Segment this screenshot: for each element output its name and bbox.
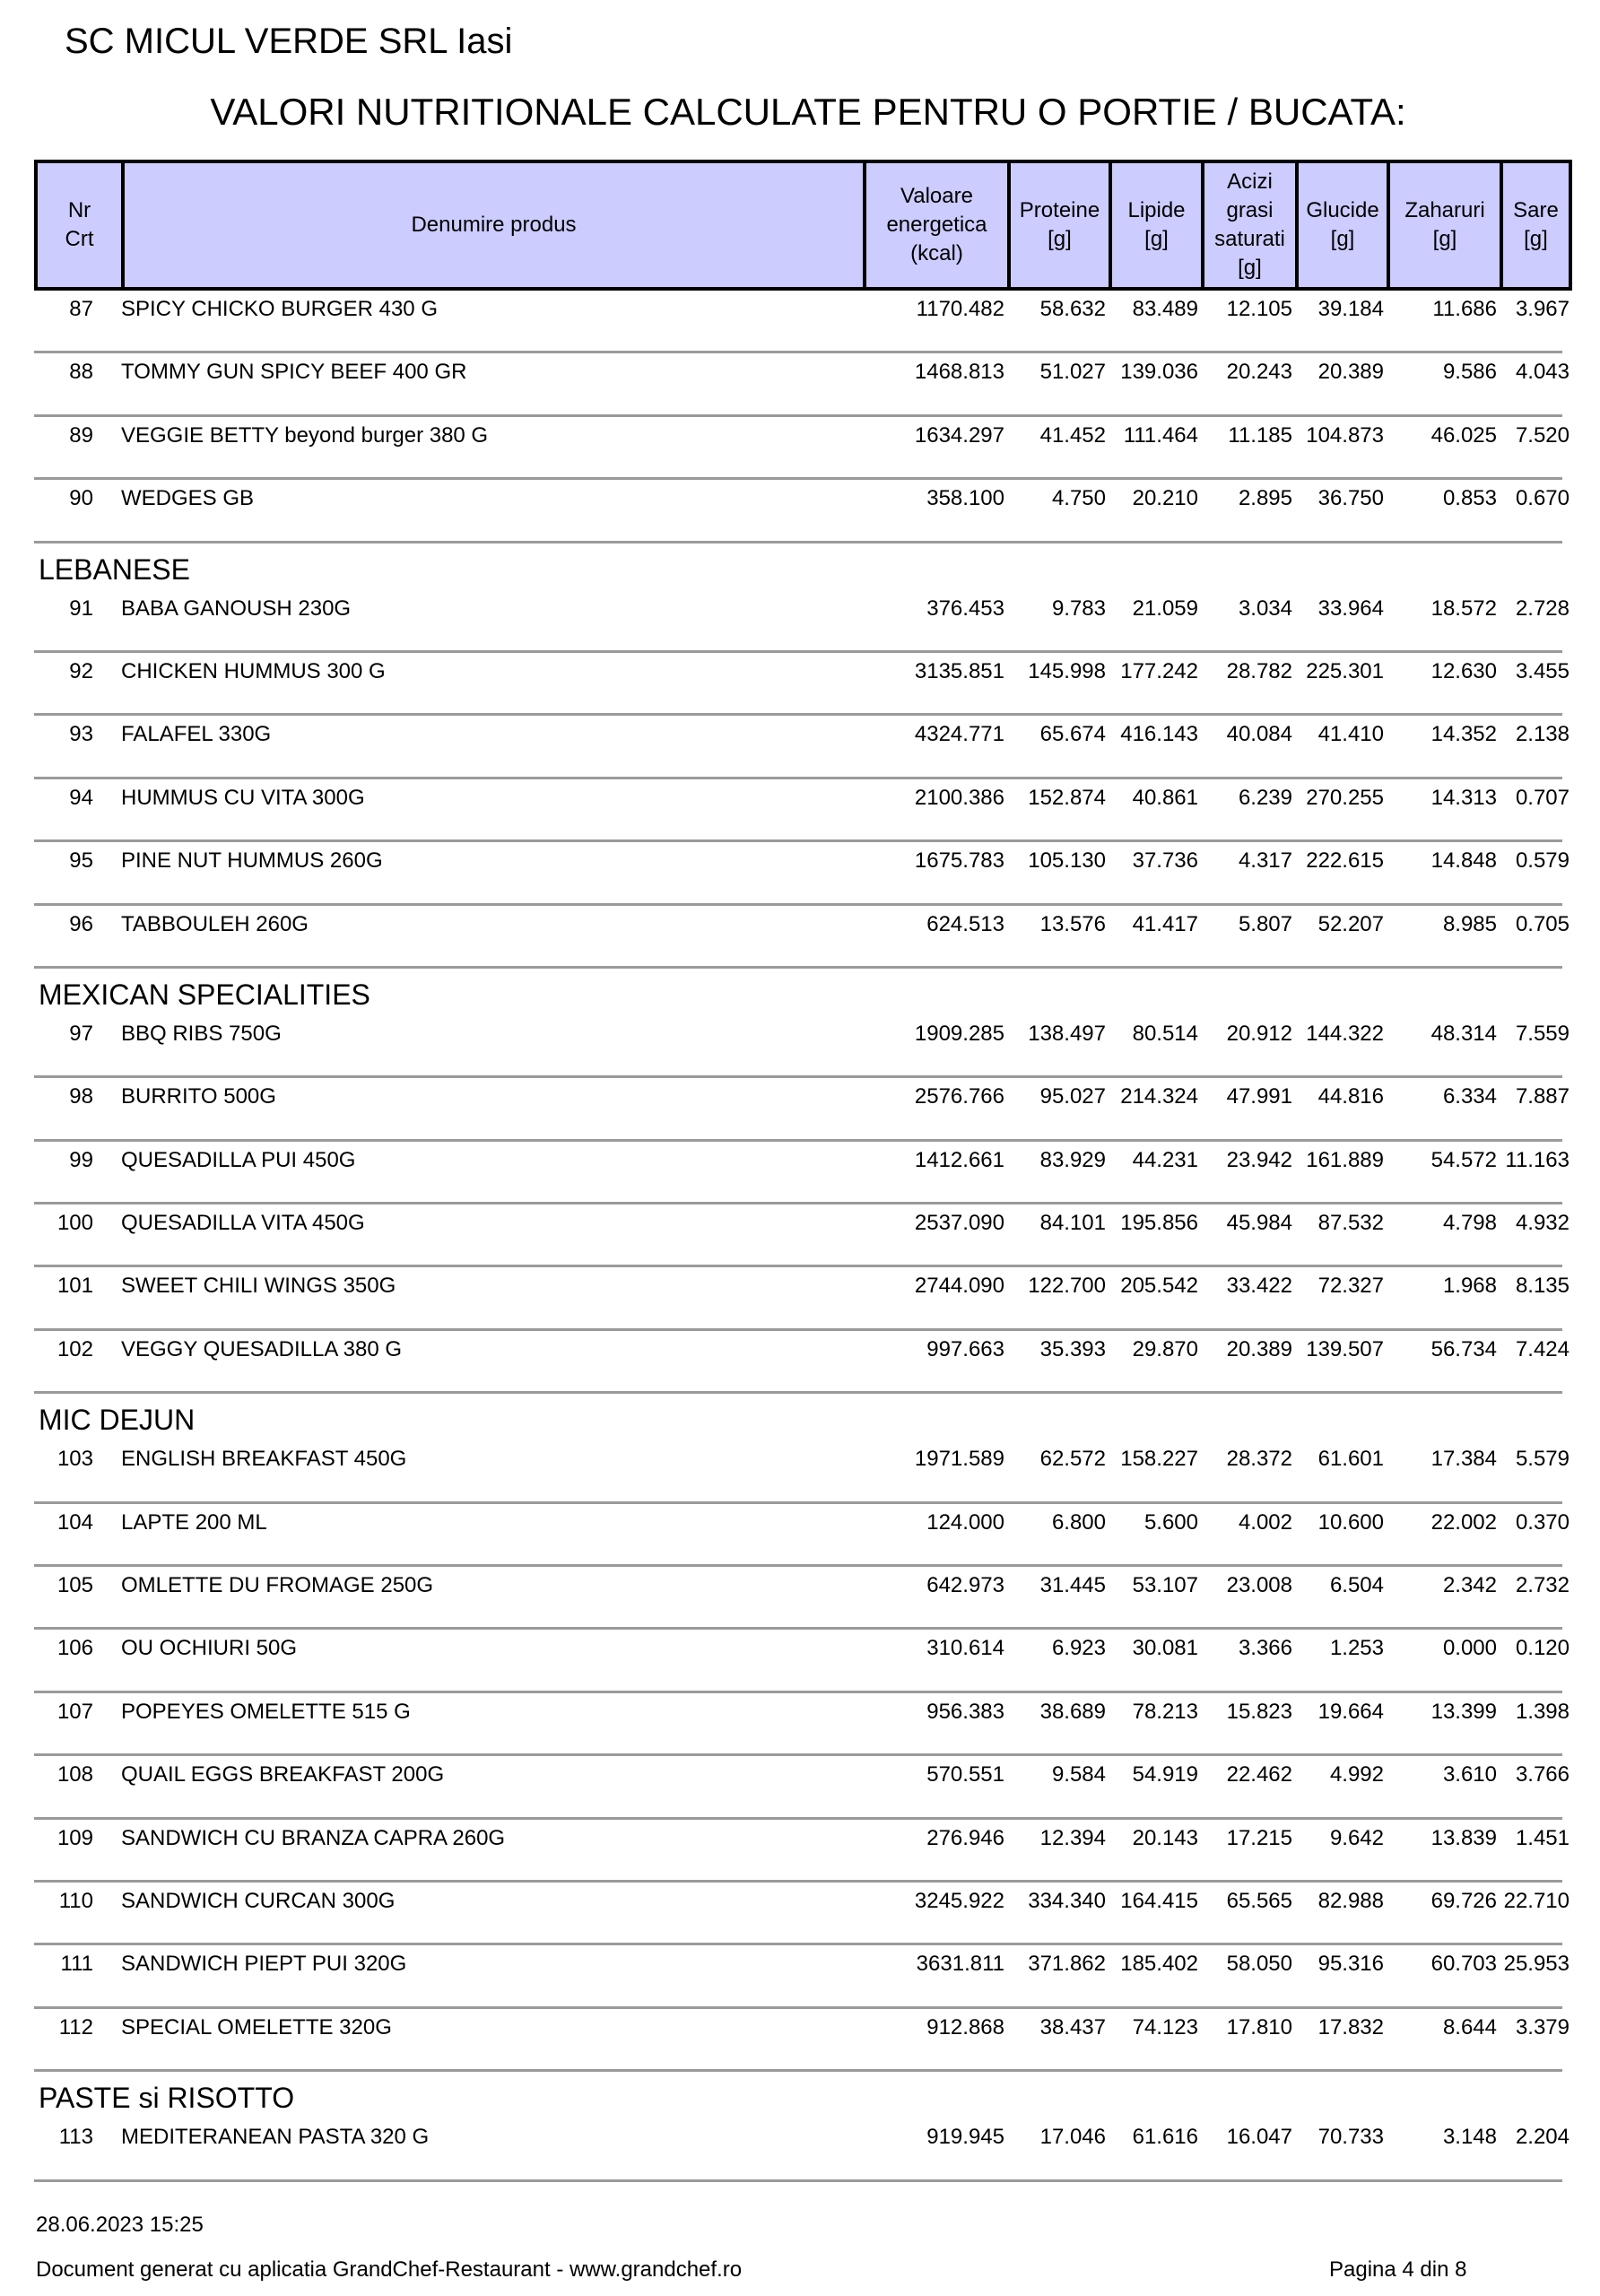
value-sare: 8.135 bbox=[1515, 1274, 1570, 1299]
product-name: BABA GANOUSH 230G bbox=[121, 596, 352, 621]
value-proteine: 145.998 bbox=[1028, 658, 1106, 683]
row-number: 107 bbox=[57, 1699, 93, 1724]
value-acizi: 28.372 bbox=[1226, 1447, 1292, 1472]
value-acizi: 47.991 bbox=[1226, 1084, 1292, 1109]
value-zaharuri: 22.002 bbox=[1430, 1509, 1497, 1535]
value-kcal: 919.945 bbox=[926, 2125, 1004, 2150]
section-title: LEBANESE bbox=[39, 552, 190, 586]
value-lipide: 29.870 bbox=[1132, 1336, 1198, 1361]
value-sare: 3.967 bbox=[1515, 297, 1570, 321]
value-zaharuri: 0.000 bbox=[1442, 1636, 1497, 1661]
value-proteine: 334.340 bbox=[1028, 1888, 1106, 1913]
footer-generator: Document generat cu aplicatia GrandChef-Restaurant - www.grandchef.ro bbox=[36, 2257, 743, 2282]
value-proteine: 95.027 bbox=[1039, 1084, 1106, 1109]
value-zaharuri: 18.572 bbox=[1430, 596, 1497, 621]
table-row bbox=[0, 1504, 1600, 1567]
value-acizi: 20.389 bbox=[1226, 1336, 1292, 1361]
value-kcal: 1634.297 bbox=[914, 422, 1004, 448]
table-row bbox=[0, 1567, 1600, 1630]
row-number: 95 bbox=[69, 848, 93, 874]
table-row bbox=[0, 1331, 1600, 1394]
value-sare: 4.043 bbox=[1515, 360, 1570, 385]
value-zaharuri: 8.644 bbox=[1442, 2014, 1497, 2039]
value-glucide: 52.207 bbox=[1317, 911, 1384, 936]
value-sare: 2.204 bbox=[1515, 2125, 1570, 2150]
value-lipide: 80.514 bbox=[1132, 1021, 1198, 1046]
value-lipide: 5.600 bbox=[1143, 1509, 1198, 1535]
value-kcal: 1170.482 bbox=[916, 297, 1004, 321]
value-glucide: 1.253 bbox=[1329, 1636, 1384, 1661]
value-glucide: 225.301 bbox=[1306, 658, 1384, 683]
product-name: SWEET CHILI WINGS 350G bbox=[121, 1274, 396, 1299]
table-row bbox=[0, 590, 1600, 653]
value-sare: 2.138 bbox=[1515, 722, 1570, 747]
value-sare: 5.579 bbox=[1515, 1447, 1570, 1472]
value-proteine: 6.800 bbox=[1051, 1509, 1106, 1535]
value-proteine: 12.394 bbox=[1039, 1825, 1106, 1850]
value-proteine: 38.437 bbox=[1039, 2014, 1106, 2039]
row-number: 94 bbox=[69, 785, 93, 810]
value-sare: 22.710 bbox=[1503, 1888, 1570, 1913]
value-glucide: 41.410 bbox=[1317, 722, 1384, 747]
value-glucide: 139.507 bbox=[1306, 1336, 1384, 1361]
header-lipide: Lipide [g] bbox=[1109, 163, 1201, 287]
value-lipide: 21.059 bbox=[1132, 596, 1198, 621]
value-lipide: 30.081 bbox=[1132, 1636, 1198, 1661]
header-sare: Sare [g] bbox=[1500, 163, 1569, 287]
table-row bbox=[0, 1440, 1600, 1503]
table-body bbox=[0, 291, 1600, 2182]
row-divider bbox=[34, 1391, 1562, 1394]
value-kcal: 2100.386 bbox=[914, 785, 1004, 810]
value-sare: 3.379 bbox=[1515, 2014, 1570, 2039]
value-acizi: 4.002 bbox=[1238, 1509, 1292, 1535]
product-name: HUMMUS CU VITA 300G bbox=[121, 785, 365, 810]
value-kcal: 2537.090 bbox=[914, 1211, 1004, 1236]
company-name: SC MICUL VERDE SRL Iasi bbox=[65, 22, 513, 61]
row-number: 99 bbox=[69, 1147, 93, 1172]
value-glucide: 144.322 bbox=[1306, 1021, 1384, 1046]
value-kcal: 358.100 bbox=[926, 486, 1004, 511]
value-sare: 0.579 bbox=[1515, 848, 1570, 874]
value-zaharuri: 11.686 bbox=[1432, 297, 1497, 321]
product-name: FALAFEL 330G bbox=[121, 722, 272, 747]
value-lipide: 53.107 bbox=[1132, 1573, 1198, 1598]
value-kcal: 1675.783 bbox=[914, 848, 1004, 874]
value-lipide: 20.210 bbox=[1132, 486, 1198, 511]
row-number: 111 bbox=[60, 1952, 93, 1977]
product-name: OU OCHIURI 50G bbox=[121, 1636, 298, 1661]
value-acizi: 11.185 bbox=[1228, 422, 1292, 448]
value-proteine: 13.576 bbox=[1039, 911, 1106, 936]
row-number: 98 bbox=[69, 1084, 93, 1109]
value-lipide: 44.231 bbox=[1132, 1147, 1198, 1172]
product-name: QUESADILLA VITA 450G bbox=[121, 1211, 365, 1236]
value-zaharuri: 48.314 bbox=[1430, 1021, 1497, 1046]
value-kcal: 1468.813 bbox=[914, 360, 1004, 385]
table-row bbox=[0, 417, 1600, 480]
value-acizi: 23.008 bbox=[1226, 1573, 1292, 1598]
value-proteine: 35.393 bbox=[1039, 1336, 1106, 1361]
value-zaharuri: 1.968 bbox=[1442, 1274, 1497, 1299]
value-glucide: 72.327 bbox=[1317, 1274, 1384, 1299]
value-zaharuri: 8.985 bbox=[1442, 911, 1497, 936]
table-row bbox=[0, 1142, 1600, 1205]
value-kcal: 376.453 bbox=[926, 596, 1004, 621]
value-acizi: 45.984 bbox=[1226, 1211, 1292, 1236]
value-acizi: 16.047 bbox=[1226, 2125, 1292, 2150]
product-name: QUAIL EGGS BREAKFAST 200G bbox=[121, 1762, 445, 1787]
value-sare: 0.120 bbox=[1515, 1636, 1570, 1661]
row-number: 92 bbox=[69, 658, 93, 683]
value-glucide: 19.664 bbox=[1317, 1699, 1384, 1724]
product-name: SANDWICH PIEPT PUI 320G bbox=[121, 1952, 407, 1977]
value-kcal: 124.000 bbox=[926, 1509, 1004, 1535]
section-title: MEXICAN SPECIALITIES bbox=[39, 978, 370, 1011]
value-sare: 0.670 bbox=[1515, 486, 1570, 511]
value-acizi: 23.942 bbox=[1226, 1147, 1292, 1172]
table-row bbox=[0, 2009, 1600, 2072]
product-name: SPECIAL OMELETTE 320G bbox=[121, 2014, 392, 2039]
value-sare: 25.953 bbox=[1503, 1952, 1570, 1977]
value-lipide: 61.616 bbox=[1132, 2125, 1198, 2150]
value-glucide: 61.601 bbox=[1317, 1447, 1384, 1472]
row-number: 108 bbox=[57, 1762, 93, 1787]
row-number: 102 bbox=[57, 1336, 93, 1361]
section-title: PASTE si RISOTTO bbox=[39, 2082, 295, 2115]
value-zaharuri: 60.703 bbox=[1430, 1952, 1497, 1977]
value-zaharuri: 69.726 bbox=[1430, 1888, 1497, 1913]
value-zaharuri: 3.610 bbox=[1442, 1762, 1497, 1787]
value-zaharuri: 12.630 bbox=[1430, 658, 1497, 683]
header-name: Denumire produs bbox=[121, 163, 863, 287]
value-lipide: 78.213 bbox=[1132, 1699, 1198, 1724]
value-kcal: 570.551 bbox=[926, 1762, 1004, 1787]
value-glucide: 70.733 bbox=[1317, 2125, 1384, 2150]
table-row bbox=[0, 1267, 1600, 1330]
table-row bbox=[0, 842, 1600, 905]
row-number: 104 bbox=[57, 1509, 93, 1535]
value-zaharuri: 0.853 bbox=[1442, 486, 1497, 511]
value-kcal: 1909.285 bbox=[914, 1021, 1004, 1046]
value-zaharuri: 14.313 bbox=[1430, 785, 1497, 810]
value-kcal: 2744.090 bbox=[914, 1274, 1004, 1299]
product-name: BBQ RIBS 750G bbox=[121, 1021, 282, 1046]
value-sare: 7.559 bbox=[1515, 1021, 1570, 1046]
value-lipide: 158.227 bbox=[1120, 1447, 1198, 1472]
value-kcal: 4324.771 bbox=[914, 722, 1004, 747]
table-row bbox=[0, 1078, 1600, 1141]
value-acizi: 28.782 bbox=[1226, 658, 1292, 683]
value-lipide: 83.489 bbox=[1132, 297, 1198, 321]
value-zaharuri: 14.848 bbox=[1430, 848, 1497, 874]
value-kcal: 310.614 bbox=[926, 1636, 1004, 1661]
value-lipide: 37.736 bbox=[1132, 848, 1198, 874]
row-number: 96 bbox=[69, 911, 93, 936]
value-zaharuri: 13.839 bbox=[1430, 1825, 1497, 1850]
row-divider bbox=[34, 966, 1562, 969]
value-sare: 1.398 bbox=[1515, 1699, 1570, 1724]
value-acizi: 20.912 bbox=[1226, 1021, 1292, 1046]
row-divider bbox=[34, 2069, 1562, 2072]
table-row bbox=[0, 906, 1600, 969]
value-zaharuri: 9.586 bbox=[1442, 360, 1497, 385]
value-acizi: 22.462 bbox=[1226, 1762, 1292, 1787]
table-row bbox=[0, 779, 1600, 842]
value-kcal: 276.946 bbox=[926, 1825, 1004, 1850]
value-proteine: 84.101 bbox=[1039, 1211, 1106, 1236]
value-sare: 0.707 bbox=[1515, 785, 1570, 810]
value-glucide: 39.184 bbox=[1317, 297, 1384, 321]
value-glucide: 95.316 bbox=[1317, 1952, 1384, 1977]
value-lipide: 177.242 bbox=[1120, 658, 1198, 683]
value-proteine: 6.923 bbox=[1051, 1636, 1106, 1661]
value-proteine: 51.027 bbox=[1039, 360, 1106, 385]
value-glucide: 161.889 bbox=[1306, 1147, 1384, 1172]
header-nr: Nr Crt bbox=[65, 198, 94, 251]
value-acizi: 15.823 bbox=[1226, 1699, 1292, 1724]
value-proteine: 58.632 bbox=[1039, 297, 1106, 321]
row-number: 113 bbox=[58, 2125, 93, 2150]
row-number: 110 bbox=[58, 1888, 93, 1913]
product-name: SANDWICH CU BRANZA CAPRA 260G bbox=[121, 1825, 506, 1850]
product-name: OMLETTE DU FROMAGE 250G bbox=[121, 1573, 434, 1598]
value-lipide: 195.856 bbox=[1120, 1211, 1198, 1236]
value-sare: 7.887 bbox=[1515, 1084, 1570, 1109]
value-sare: 4.932 bbox=[1515, 1211, 1570, 1236]
table-row bbox=[0, 1693, 1600, 1756]
value-glucide: 6.504 bbox=[1329, 1573, 1384, 1598]
header-glucide: Glucide [g] bbox=[1295, 163, 1387, 287]
value-glucide: 222.615 bbox=[1306, 848, 1384, 874]
value-glucide: 20.389 bbox=[1317, 360, 1384, 385]
value-acizi: 40.084 bbox=[1226, 722, 1292, 747]
value-acizi: 12.105 bbox=[1226, 297, 1292, 321]
table-row bbox=[0, 1630, 1600, 1692]
footer-datetime: 28.06.2023 15:25 bbox=[36, 2213, 204, 2237]
value-proteine: 41.452 bbox=[1039, 422, 1106, 448]
header-zaharuri: Zaharuri [g] bbox=[1387, 163, 1500, 287]
header-proteine: Proteine [g] bbox=[1007, 163, 1109, 287]
product-name: QUESADILLA PUI 450G bbox=[121, 1147, 356, 1172]
row-number: 109 bbox=[57, 1825, 93, 1850]
product-name: WEDGES GB bbox=[121, 486, 255, 511]
value-acizi: 17.810 bbox=[1226, 2014, 1292, 2039]
value-glucide: 87.532 bbox=[1317, 1211, 1384, 1236]
value-sare: 7.520 bbox=[1515, 422, 1570, 448]
product-name: VEGGIE BETTY beyond burger 380 G bbox=[121, 422, 489, 448]
value-kcal: 1412.661 bbox=[914, 1147, 1004, 1172]
value-kcal: 2576.766 bbox=[914, 1084, 1004, 1109]
value-glucide: 270.255 bbox=[1306, 785, 1384, 810]
value-acizi: 6.239 bbox=[1238, 785, 1292, 810]
value-acizi: 4.317 bbox=[1238, 848, 1292, 874]
value-proteine: 4.750 bbox=[1051, 486, 1106, 511]
value-proteine: 371.862 bbox=[1028, 1952, 1106, 1977]
row-number: 97 bbox=[69, 1021, 93, 1046]
product-name: MEDITERANEAN PASTA 320 G bbox=[121, 2125, 430, 2150]
value-zaharuri: 46.025 bbox=[1430, 422, 1497, 448]
header-kcal: Valoare energetica (kcal) bbox=[863, 163, 1007, 287]
table-row bbox=[0, 1205, 1600, 1267]
value-acizi: 20.243 bbox=[1226, 360, 1292, 385]
product-name: ENGLISH BREAKFAST 450G bbox=[121, 1447, 407, 1472]
document-title: VALORI NUTRITIONALE CALCULATE PENTRU O PORTIE / BUCATA: bbox=[210, 91, 1406, 133]
table-row bbox=[0, 2118, 1600, 2181]
row-number: 105 bbox=[57, 1573, 93, 1598]
table-row bbox=[0, 1015, 1600, 1078]
value-sare: 3.455 bbox=[1515, 658, 1570, 683]
value-sare: 1.451 bbox=[1515, 1825, 1570, 1850]
value-sare: 11.163 bbox=[1505, 1147, 1570, 1172]
value-lipide: 205.542 bbox=[1120, 1274, 1198, 1299]
value-sare: 0.370 bbox=[1515, 1509, 1570, 1535]
value-proteine: 83.929 bbox=[1039, 1147, 1106, 1172]
product-name: VEGGY QUESADILLA 380 G bbox=[121, 1336, 403, 1361]
value-sare: 2.732 bbox=[1515, 1573, 1570, 1598]
value-acizi: 17.215 bbox=[1226, 1825, 1292, 1850]
value-proteine: 152.874 bbox=[1028, 785, 1106, 810]
value-lipide: 40.861 bbox=[1132, 785, 1198, 810]
product-name: POPEYES OMELETTE 515 G bbox=[121, 1699, 411, 1724]
value-acizi: 65.565 bbox=[1226, 1888, 1292, 1913]
value-zaharuri: 2.342 bbox=[1442, 1573, 1497, 1598]
product-name: SPICY CHICKO BURGER 430 G bbox=[121, 297, 438, 321]
row-number: 100 bbox=[57, 1211, 93, 1236]
page-number: Pagina 4 din 8 bbox=[1329, 2257, 1467, 2282]
value-glucide: 104.873 bbox=[1306, 422, 1384, 448]
product-name: TOMMY GUN SPICY BEEF 400 GR bbox=[121, 360, 467, 385]
row-divider bbox=[34, 541, 1562, 544]
product-name: LAPTE 200 ML bbox=[121, 1509, 267, 1535]
table-row bbox=[0, 480, 1600, 543]
value-zaharuri: 3.148 bbox=[1442, 2125, 1497, 2150]
value-sare: 7.424 bbox=[1515, 1336, 1570, 1361]
table-row bbox=[0, 353, 1600, 416]
value-lipide: 54.919 bbox=[1132, 1762, 1198, 1787]
value-kcal: 3245.922 bbox=[914, 1888, 1004, 1913]
table-row bbox=[0, 291, 1600, 353]
value-glucide: 36.750 bbox=[1317, 486, 1384, 511]
row-number: 101 bbox=[57, 1274, 93, 1299]
row-number: 93 bbox=[69, 722, 93, 747]
value-kcal: 642.973 bbox=[926, 1573, 1004, 1598]
row-number: 89 bbox=[69, 422, 93, 448]
value-lipide: 111.464 bbox=[1123, 422, 1198, 448]
value-glucide: 9.642 bbox=[1329, 1825, 1384, 1850]
table-row bbox=[0, 716, 1600, 778]
value-zaharuri: 17.384 bbox=[1430, 1447, 1497, 1472]
table-row bbox=[0, 653, 1600, 716]
value-glucide: 4.992 bbox=[1329, 1762, 1384, 1787]
product-name: SANDWICH CURCAN 300G bbox=[121, 1888, 396, 1913]
value-proteine: 31.445 bbox=[1039, 1573, 1106, 1598]
value-proteine: 62.572 bbox=[1039, 1447, 1106, 1472]
value-kcal: 997.663 bbox=[926, 1336, 1004, 1361]
table-row bbox=[0, 1756, 1600, 1819]
value-glucide: 82.988 bbox=[1317, 1888, 1384, 1913]
value-zaharuri: 13.399 bbox=[1430, 1699, 1497, 1724]
value-lipide: 74.123 bbox=[1132, 2014, 1198, 2039]
value-lipide: 20.143 bbox=[1132, 1825, 1198, 1850]
product-name: BURRITO 500G bbox=[121, 1084, 276, 1109]
value-acizi: 3.034 bbox=[1238, 596, 1292, 621]
value-glucide: 33.964 bbox=[1317, 596, 1384, 621]
value-proteine: 138.497 bbox=[1028, 1021, 1106, 1046]
value-sare: 0.705 bbox=[1515, 911, 1570, 936]
product-name: PINE NUT HUMMUS 260G bbox=[121, 848, 383, 874]
value-lipide: 139.036 bbox=[1120, 360, 1198, 385]
value-lipide: 214.324 bbox=[1120, 1084, 1198, 1109]
value-acizi: 33.422 bbox=[1226, 1274, 1292, 1299]
table-header bbox=[34, 160, 1572, 291]
value-kcal: 3135.851 bbox=[914, 658, 1004, 683]
value-lipide: 185.402 bbox=[1120, 1952, 1198, 1977]
value-kcal: 1971.589 bbox=[914, 1447, 1004, 1472]
row-number: 103 bbox=[57, 1447, 93, 1472]
table-row bbox=[0, 1945, 1600, 2008]
value-zaharuri: 4.798 bbox=[1442, 1211, 1497, 1236]
table-row bbox=[0, 1883, 1600, 1945]
value-kcal: 624.513 bbox=[926, 911, 1004, 936]
section-title: MIC DEJUN bbox=[39, 1404, 196, 1437]
value-glucide: 10.600 bbox=[1317, 1509, 1384, 1535]
value-lipide: 164.415 bbox=[1120, 1888, 1198, 1913]
value-acizi: 3.366 bbox=[1238, 1636, 1292, 1661]
value-sare: 2.728 bbox=[1515, 596, 1570, 621]
value-zaharuri: 56.734 bbox=[1430, 1336, 1497, 1361]
header-acizi: Acizi grasi saturati [g] bbox=[1201, 163, 1295, 287]
value-kcal: 956.383 bbox=[926, 1699, 1004, 1724]
value-kcal: 3631.811 bbox=[916, 1952, 1004, 1977]
value-proteine: 122.700 bbox=[1028, 1274, 1106, 1299]
value-lipide: 41.417 bbox=[1132, 911, 1198, 936]
row-number: 87 bbox=[69, 297, 93, 321]
value-proteine: 65.674 bbox=[1039, 722, 1106, 747]
value-kcal: 912.868 bbox=[926, 2014, 1004, 2039]
value-zaharuri: 14.352 bbox=[1430, 722, 1497, 747]
product-name: TABBOULEH 260G bbox=[121, 911, 309, 936]
value-glucide: 44.816 bbox=[1317, 1084, 1384, 1109]
value-acizi: 58.050 bbox=[1226, 1952, 1292, 1977]
value-proteine: 38.689 bbox=[1039, 1699, 1106, 1724]
row-number: 90 bbox=[69, 486, 93, 511]
value-proteine: 17.046 bbox=[1039, 2125, 1106, 2150]
value-acizi: 2.895 bbox=[1238, 486, 1292, 511]
value-proteine: 9.783 bbox=[1051, 596, 1106, 621]
value-zaharuri: 54.572 bbox=[1430, 1147, 1497, 1172]
value-zaharuri: 6.334 bbox=[1442, 1084, 1497, 1109]
value-acizi: 5.807 bbox=[1238, 911, 1292, 936]
value-proteine: 9.584 bbox=[1051, 1762, 1106, 1787]
row-number: 88 bbox=[69, 360, 93, 385]
table-row bbox=[0, 1820, 1600, 1883]
value-sare: 3.766 bbox=[1515, 1762, 1570, 1787]
product-name: CHICKEN HUMMUS 300 G bbox=[121, 658, 386, 683]
value-lipide: 416.143 bbox=[1120, 722, 1198, 747]
value-proteine: 105.130 bbox=[1028, 848, 1106, 874]
row-divider bbox=[34, 2179, 1562, 2182]
row-number: 106 bbox=[57, 1636, 93, 1661]
row-number: 91 bbox=[69, 596, 93, 621]
value-glucide: 17.832 bbox=[1317, 2014, 1384, 2039]
row-number: 112 bbox=[58, 2014, 93, 2039]
